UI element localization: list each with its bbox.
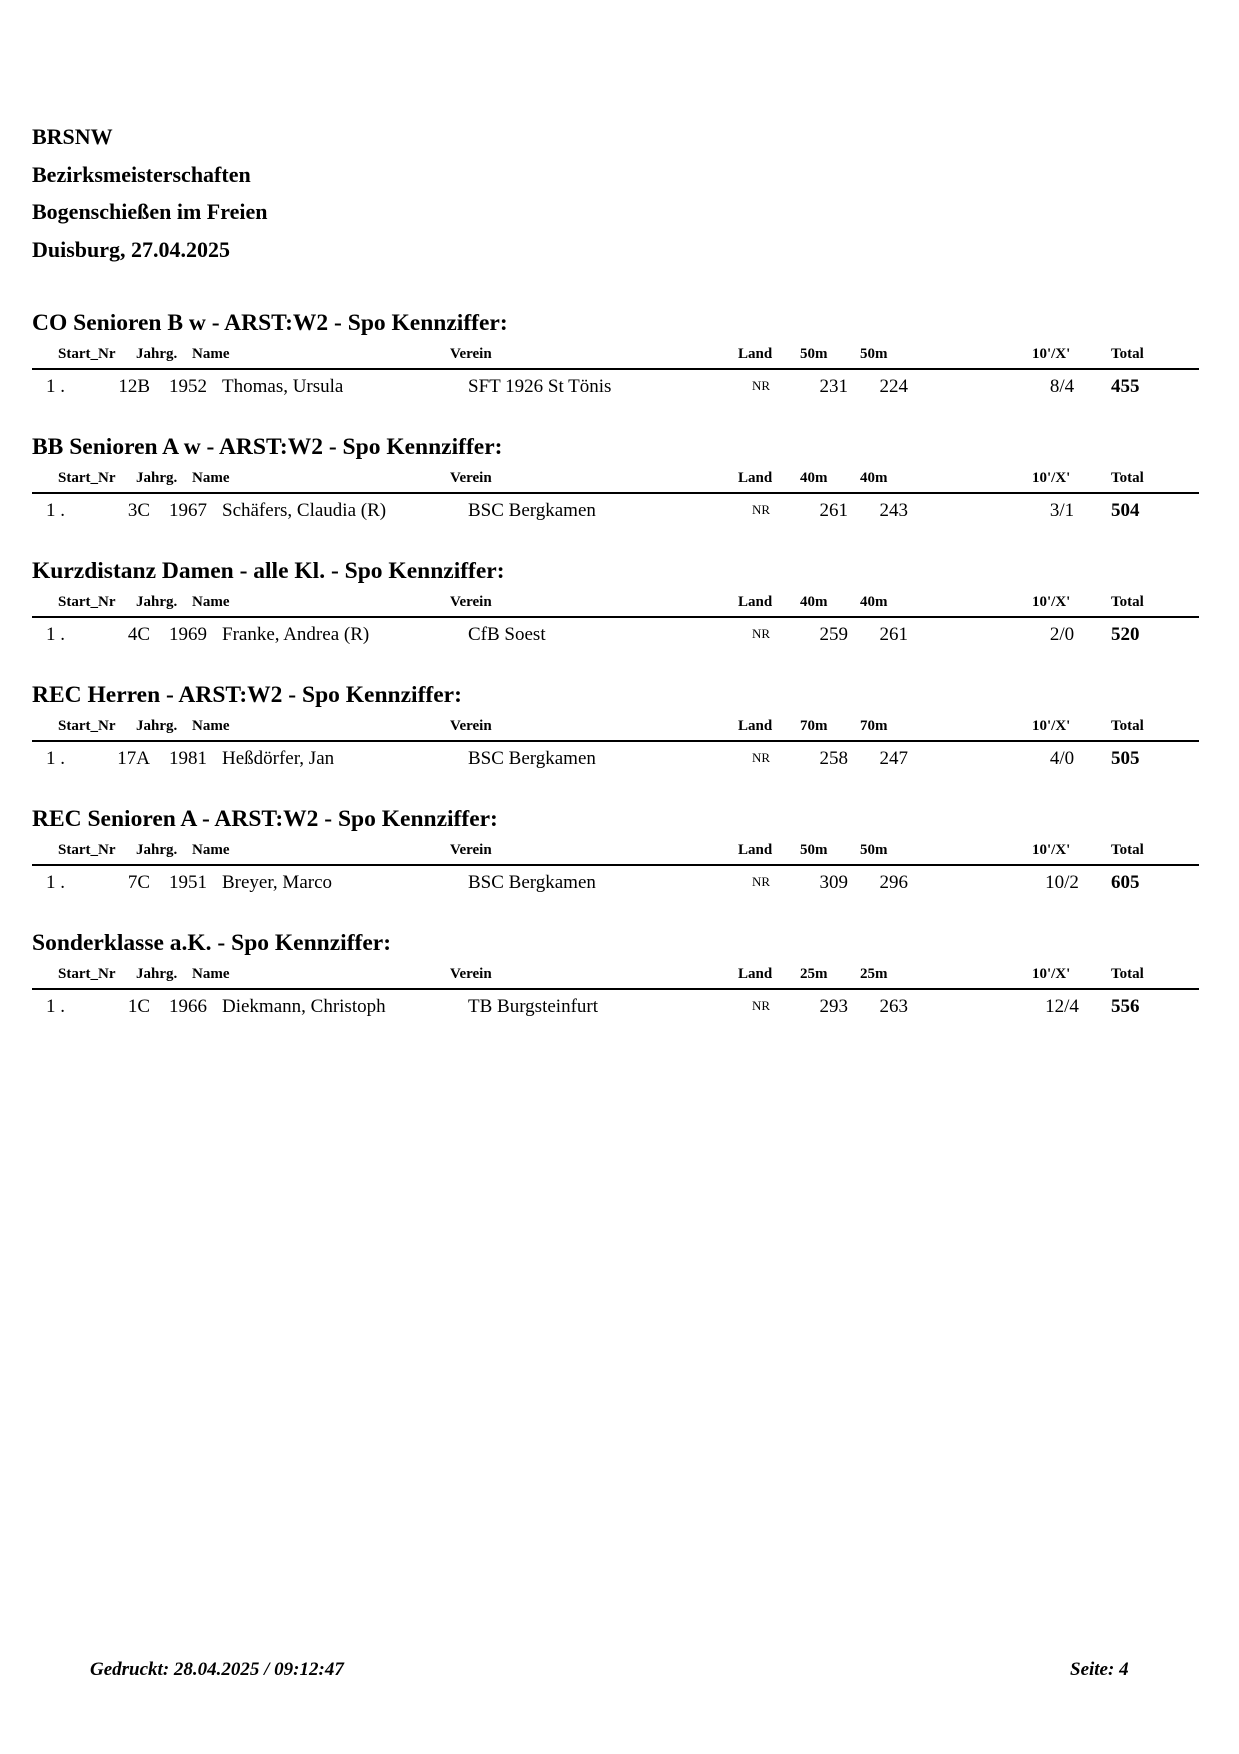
score1-cell: 261 [819, 500, 848, 521]
col-header-land: Land [738, 470, 773, 486]
tens-x-cell: 4/0 [1049, 748, 1075, 769]
name-cell: Heßdörfer, Jan [222, 748, 335, 769]
score2-cell: 243 [879, 500, 908, 521]
col-header-land: Land [738, 594, 773, 610]
page-number: Seite: 4 [1070, 1659, 1129, 1680]
table-header-row [32, 718, 1199, 738]
col-header-jahrg: Jahrg. [136, 594, 178, 610]
col-header-total: Total [1111, 346, 1144, 362]
col-header-jahrg: Jahrg. [136, 842, 178, 858]
total-cell: 505 [1111, 748, 1140, 769]
land-cell: NR [752, 502, 771, 517]
col-header-jahrg: Jahrg. [136, 966, 178, 982]
name-cell: Thomas, Ursula [222, 376, 344, 397]
score2-cell: 296 [879, 872, 908, 893]
score1-cell: 293 [819, 996, 848, 1017]
total-cell: 556 [1111, 996, 1140, 1017]
score1-cell: 309 [819, 872, 848, 893]
score2-cell: 224 [879, 376, 908, 397]
club-cell: SFT 1926 St Tönis [468, 376, 612, 397]
score2-cell: 261 [879, 624, 908, 645]
table-row [32, 996, 1199, 1022]
score1-cell: 259 [819, 624, 848, 645]
col-header-land: Land [738, 842, 773, 858]
col-header-verein: Verein [450, 594, 492, 610]
col-header-tens: 10'/X' [1032, 346, 1071, 362]
col-header-dist2: 40m [860, 594, 888, 610]
year-cell: 1981 [169, 748, 207, 769]
event-place-date: Duisburg, 27.04.2025 [32, 236, 231, 262]
name-cell: Breyer, Marco [222, 872, 333, 893]
rank-cell: 1 . [46, 376, 65, 397]
col-header-land: Land [738, 966, 773, 982]
col-header-land: Land [738, 346, 773, 362]
header-divider [32, 864, 1199, 866]
col-header-start-nr: Start_Nr [58, 842, 116, 858]
table-header-row [32, 346, 1199, 366]
col-header-name: Name [192, 594, 230, 610]
name-cell: Franke, Andrea (R) [222, 624, 370, 645]
col-header-dist1: 40m [800, 594, 828, 610]
col-header-dist2: 50m [860, 346, 888, 362]
col-header-verein: Verein [450, 346, 492, 362]
col-header-name: Name [192, 346, 230, 362]
club-cell: TB Burgsteinfurt [468, 996, 599, 1017]
section-title: Sonderklasse a.K. - Spo Kennziffer: [32, 930, 392, 956]
header-divider [32, 616, 1199, 618]
table-header-row [32, 966, 1199, 986]
score2-cell: 263 [879, 996, 908, 1017]
start-nr-cell: 7C [127, 872, 150, 893]
event-discipline: Bogenschießen im Freien [32, 199, 268, 224]
land-cell: NR [752, 998, 771, 1013]
col-header-dist1: 25m [800, 966, 828, 982]
year-cell: 1966 [169, 996, 207, 1017]
table-row [32, 500, 1199, 526]
col-header-land: Land [738, 718, 773, 734]
total-cell: 605 [1111, 872, 1140, 893]
table-row [32, 624, 1199, 650]
tens-x-cell: 10/2 [1045, 872, 1079, 893]
total-cell: 504 [1111, 500, 1140, 521]
col-header-total: Total [1111, 470, 1144, 486]
start-nr-cell: 4C [127, 624, 150, 645]
printed-timestamp: Gedruckt: 28.04.2025 / 09:12:47 [90, 1659, 344, 1680]
table-header-row [32, 470, 1199, 490]
col-header-name: Name [192, 718, 230, 734]
col-header-tens: 10'/X' [1032, 966, 1071, 982]
col-header-dist2: 50m [860, 842, 888, 858]
name-cell: Schäfers, Claudia (R) [222, 500, 387, 521]
col-header-start-nr: Start_Nr [58, 966, 116, 982]
land-cell: NR [752, 750, 771, 765]
rank-cell: 1 . [46, 872, 65, 893]
header-divider [32, 492, 1199, 494]
col-header-total: Total [1111, 842, 1144, 858]
col-header-dist1: 70m [800, 718, 828, 734]
year-cell: 1951 [169, 872, 207, 893]
land-cell: NR [752, 378, 771, 393]
col-header-dist2: 25m [860, 966, 888, 982]
section-title: REC Herren - ARST:W2 - Spo Kennziffer: [32, 682, 462, 708]
total-cell: 455 [1111, 376, 1140, 397]
col-header-tens: 10'/X' [1032, 470, 1071, 486]
rank-cell: 1 . [46, 748, 65, 769]
col-header-start-nr: Start_Nr [58, 594, 116, 610]
start-nr-cell: 1C [127, 996, 150, 1017]
start-nr-cell: 3C [127, 500, 150, 521]
club-cell: BSC Bergkamen [468, 500, 596, 521]
start-nr-cell: 17A [117, 748, 150, 769]
tens-x-cell: 2/0 [1049, 624, 1075, 645]
rank-cell: 1 . [46, 500, 65, 521]
col-header-total: Total [1111, 594, 1144, 610]
col-header-dist2: 40m [860, 470, 888, 486]
col-header-start-nr: Start_Nr [58, 470, 116, 486]
club-cell: BSC Bergkamen [468, 748, 596, 769]
club-cell: BSC Bergkamen [468, 872, 596, 893]
col-header-tens: 10'/X' [1032, 718, 1071, 734]
col-header-start-nr: Start_Nr [58, 718, 116, 734]
event-name: Bezirksmeisterschaften [32, 161, 251, 187]
col-header-verein: Verein [450, 718, 492, 734]
col-header-tens: 10'/X' [1032, 842, 1071, 858]
col-header-name: Name [192, 966, 230, 982]
col-header-total: Total [1111, 966, 1144, 982]
col-header-total: Total [1111, 718, 1144, 734]
start-nr-cell: 12B [118, 376, 150, 397]
score1-cell: 258 [819, 748, 848, 769]
col-header-name: Name [192, 470, 230, 486]
col-header-dist1: 50m [800, 346, 828, 362]
club-cell: CfB Soest [468, 624, 546, 645]
header-divider [32, 368, 1199, 370]
col-header-dist2: 70m [860, 718, 888, 734]
tens-x-cell: 12/4 [1045, 996, 1079, 1017]
org-name: BRSNW [32, 124, 113, 149]
table-header-row [32, 594, 1199, 614]
header-divider [32, 740, 1199, 742]
rank-cell: 1 . [46, 996, 65, 1017]
section-title: Kurzdistanz Damen - alle Kl. - Spo Kennziffer: [32, 558, 505, 584]
year-cell: 1952 [169, 376, 207, 397]
section-title: BB Senioren A w - ARST:W2 - Spo Kennziffer: [32, 434, 503, 460]
year-cell: 1969 [169, 624, 207, 645]
col-header-jahrg: Jahrg. [136, 470, 178, 486]
col-header-verein: Verein [450, 842, 492, 858]
land-cell: NR [752, 874, 771, 889]
total-cell: 520 [1111, 624, 1140, 645]
col-header-dist1: 40m [800, 470, 828, 486]
section-title: CO Senioren B w - ARST:W2 - Spo Kennziffer: [32, 310, 508, 336]
col-header-name: Name [192, 842, 230, 858]
tens-x-cell: 3/1 [1049, 500, 1075, 521]
col-header-start-nr: Start_Nr [58, 346, 116, 362]
col-header-dist1: 50m [800, 842, 828, 858]
name-cell: Diekmann, Christoph [222, 996, 386, 1017]
score2-cell: 247 [879, 748, 908, 769]
col-header-jahrg: Jahrg. [136, 718, 178, 734]
table-row [32, 748, 1199, 774]
tens-x-cell: 8/4 [1049, 376, 1075, 397]
section-title: REC Senioren A - ARST:W2 - Spo Kennziffer: [32, 806, 498, 832]
header-divider [32, 988, 1199, 990]
table-row [32, 872, 1199, 898]
table-header-row [32, 842, 1199, 862]
col-header-verein: Verein [450, 966, 492, 982]
col-header-verein: Verein [450, 470, 492, 486]
col-header-tens: 10'/X' [1032, 594, 1071, 610]
land-cell: NR [752, 626, 771, 641]
col-header-jahrg: Jahrg. [136, 346, 178, 362]
rank-cell: 1 . [46, 624, 65, 645]
document-header [32, 118, 267, 268]
table-row [32, 376, 1199, 402]
score1-cell: 231 [819, 376, 848, 397]
year-cell: 1967 [169, 500, 207, 521]
